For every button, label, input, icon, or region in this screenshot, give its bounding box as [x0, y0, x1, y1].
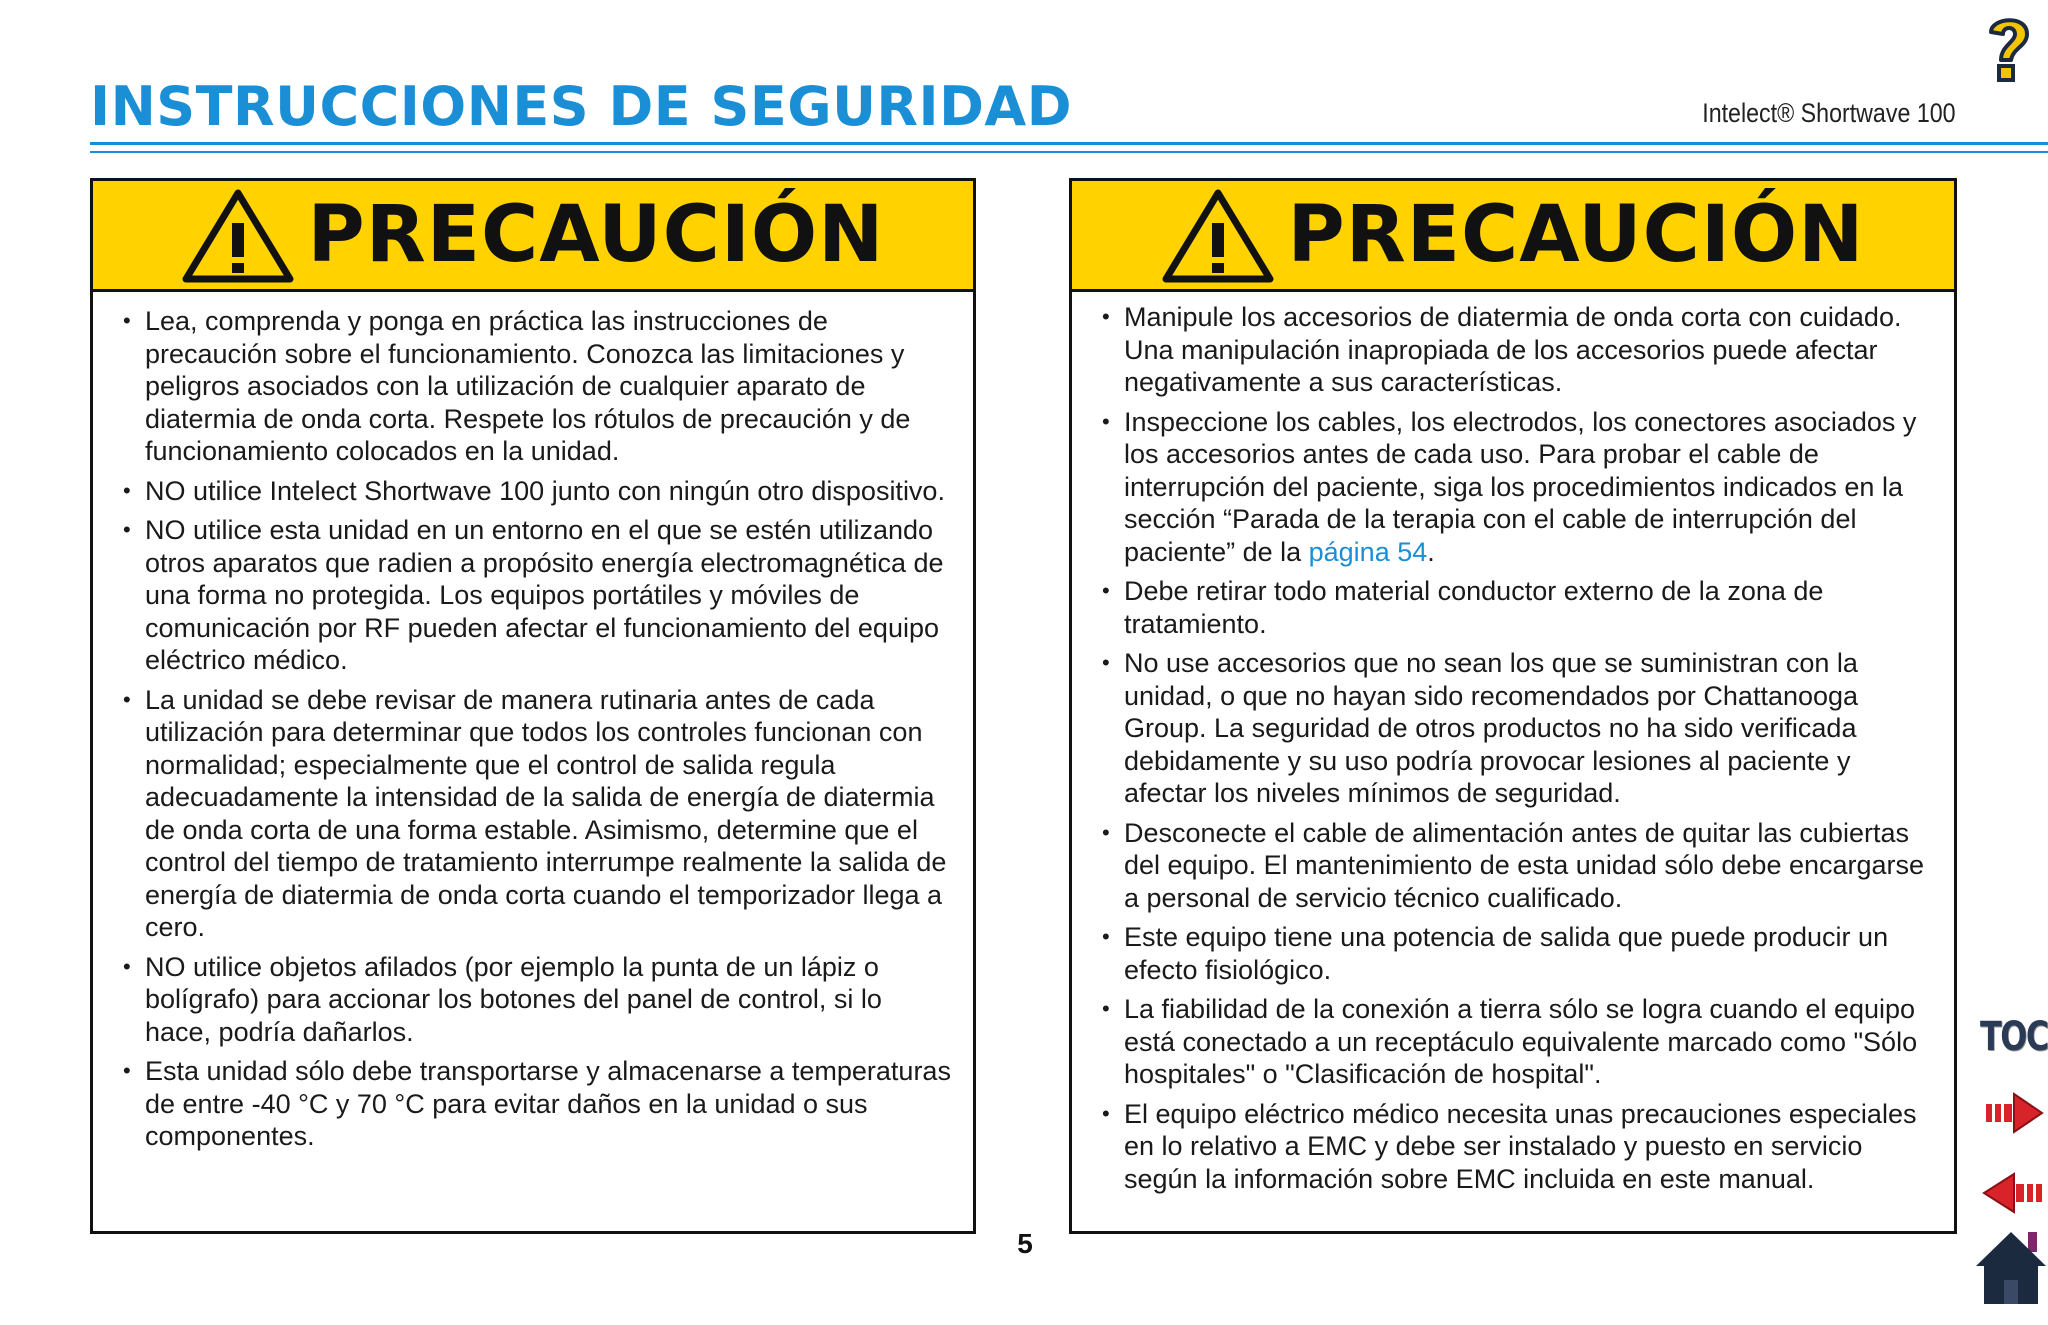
header-rule-thin [90, 151, 2048, 153]
list-item: • No use accesorios que no sean los que se suministran con la unidad, o que no hayan sido recomendados por Chattanooga Group. La seguridad de otros productos no ha sido verificada debidamente y su uso podría provocar lesiones al paciente y afectar los niveles mínimos de seguridad. [1104, 647, 1934, 810]
list-item: • El equipo eléctrico médico necesita unas precauciones especiales en lo relativo a EMC y debe ser instalado y puesto en servicio según la información sobre EMC incluida en este manual. [1104, 1098, 1934, 1196]
list-item-text: . [1427, 536, 1435, 567]
list-item: • Esta unidad sólo debe transportarse y almacenarse a temperaturas de entre -40 °C y 70 °C para evitar daños en la unidad o sus componentes. [125, 1055, 953, 1153]
list-item: • Manipule los accesorios de diatermia de onda corta con cuidado. Una manipulación inapropiada de los accesorios puede afectar negativamente a sus características. [1104, 301, 1934, 399]
list-item: • La unidad se debe revisar de manera rutinaria antes de cada utilización para determinar que todos los controles funcionan con normalidad; especialmente que el control de salida regula adecuadamente la intensidad de la salida de energía de diatermia de onda corta de una forma estable. Asimismo, determine que el control del tiempo de tratamiento interrumpe realmente la salida de energía de diatermia de onda corta cuando el temporizador llega a cero. [125, 684, 953, 944]
caution-box-right [1069, 178, 1957, 1234]
caution-box-left [90, 178, 976, 1234]
caution-list [1072, 292, 1954, 1195]
warning-triangle-icon [1162, 187, 1274, 283]
caution-label: PRECAUCIÓN [1287, 190, 1865, 280]
page-title: INSTRUCCIONES DE SEGURIDAD [90, 75, 1073, 138]
list-item [1104, 406, 1934, 569]
list-item: • La fiabilidad de la conexión a tierra sólo se logra cuando el equipo está conectado a un receptáculo equivalente marcado como "Sólo hospitales" o "Clasificación de hospital". [1104, 993, 1934, 1091]
list-item: • Lea, comprenda y ponga en práctica las instrucciones de precaución sobre el funcionamiento. Conozca las limitaciones y peligros asociados con la utilización de cualquier aparato de diatermia de onda corta. Respete los rótulos de precaución y de funcionamiento colocados en la unidad. [125, 305, 953, 468]
list-item: • Debe retirar todo material conductor externo de la zona de tratamiento. [1104, 575, 1934, 640]
list-item: • NO utilice esta unidad en un entorno en el que se estén utilizando otros aparatos que radien a propósito energía electromagnética de una forma no protegida. Los equipos portátiles y móviles de comunicación por RF pueden afectar el funcionamiento del equipo eléctrico médico. [125, 514, 953, 677]
help-question-icon[interactable] [1983, 12, 2035, 84]
caution-banner [93, 181, 973, 292]
product-name: Intelect® Shortwave 100 [1702, 98, 1956, 128]
toc-button[interactable] [1980, 1014, 2046, 1062]
caution-label: PRECAUCIÓN [307, 190, 885, 280]
page-number: 5 [1017, 1228, 1033, 1259]
page-link[interactable]: página 54 [1308, 536, 1428, 567]
caution-banner [1072, 181, 1954, 292]
next-page-arrow-icon[interactable] [1982, 1088, 2046, 1138]
list-item: • NO utilice objetos afilados (por ejemplo la punta de un lápiz o bolígrafo) para accionar los botones del panel de control, si lo hace, podría dañarlos. [125, 951, 953, 1049]
caution-list [93, 292, 973, 1153]
list-item: • NO utilice Intelect Shortwave 100 junto con ningún otro dispositivo. [125, 475, 953, 508]
list-item: • Este equipo tiene una potencia de salida que puede producir un efecto fisiológico. [1104, 921, 1934, 986]
toc-label: TOC [1980, 1014, 2048, 1060]
list-item: • Desconecte el cable de alimentación antes de quitar las cubiertas del equipo. El mantenimiento de esta unidad sólo debe encargarse a personal de servicio técnico cualificado. [1104, 817, 1934, 915]
list-item-text: Inspeccione los cables, los electrodos, los conectores asociados y los accesorios antes de cada uso. Para probar el cable de interrupción del paciente, siga los procedimientos indicados en la sección “Parada de la terapia con el cable de interrupción del paciente” de la [1124, 406, 1917, 567]
warning-triangle-icon [182, 187, 294, 283]
home-icon[interactable] [1974, 1228, 2048, 1308]
header-rule [90, 142, 2048, 145]
previous-page-arrow-icon[interactable] [1980, 1168, 2046, 1218]
